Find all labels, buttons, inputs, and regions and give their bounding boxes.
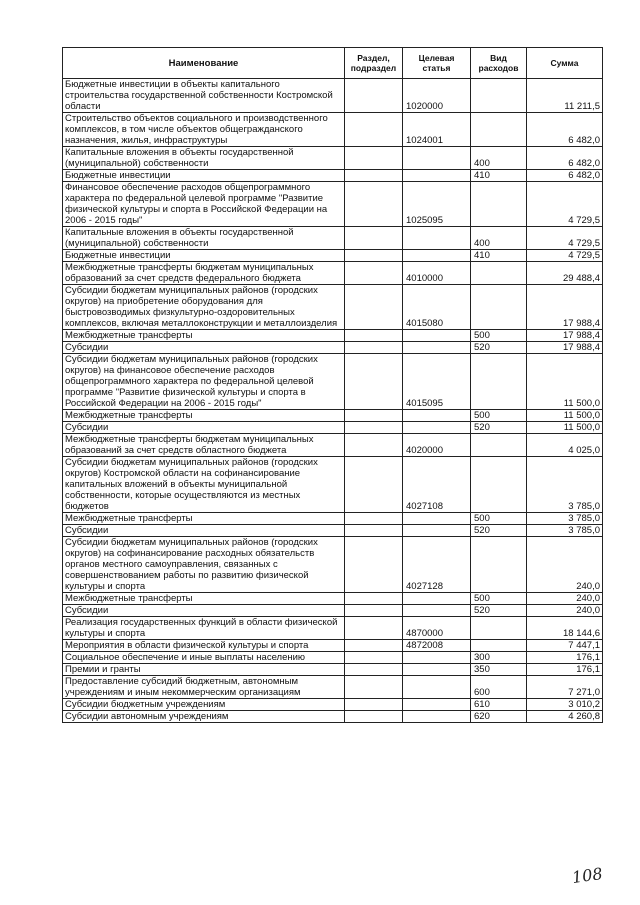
table-row	[63, 285, 603, 330]
cell-sum: 240,0	[527, 537, 603, 593]
cell-name: Субсидии бюджетам муниципальных районов (городских округов) на софинансирование расходных обязательств органов местного самоуправления, связанных с совершенствованием работы по развитию физической культуры и спорта	[63, 537, 345, 593]
cell-sec	[345, 457, 403, 513]
table-row	[63, 457, 603, 513]
cell-art	[403, 513, 471, 525]
cell-sec	[345, 711, 403, 723]
cell-sum: 11 500,0	[527, 410, 603, 422]
cell-sum: 3 010,2	[527, 699, 603, 711]
cell-sum: 7 447,1	[527, 640, 603, 652]
table-row	[63, 676, 603, 699]
cell-art	[403, 410, 471, 422]
cell-art	[403, 676, 471, 699]
cell-name: Межбюджетные трансферты	[63, 513, 345, 525]
table-row	[63, 354, 603, 410]
cell-sec	[345, 182, 403, 227]
table-row	[63, 593, 603, 605]
cell-name: Бюджетные инвестиции	[63, 250, 345, 262]
cell-sum: 17 988,4	[527, 285, 603, 330]
cell-vid: 500	[471, 330, 527, 342]
cell-sum: 6 482,0	[527, 170, 603, 182]
cell-sum: 3 785,0	[527, 525, 603, 537]
table-row	[63, 422, 603, 434]
cell-sec	[345, 537, 403, 593]
cell-sum: 4 025,0	[527, 434, 603, 457]
cell-art	[403, 342, 471, 354]
cell-sec	[345, 664, 403, 676]
cell-name: Межбюджетные трансферты	[63, 593, 345, 605]
cell-name: Бюджетные инвестиции	[63, 170, 345, 182]
cell-art	[403, 422, 471, 434]
cell-art: 4027108	[403, 457, 471, 513]
cell-name: Социальное обеспечение и иные выплаты населению	[63, 652, 345, 664]
cell-name: Субсидии бюджетам муниципальных районов (городских округов) Костромской области на софинансирование капитальных вложений в объекты муниципальной собственности, которые осуществляются из местных бюджетов	[63, 457, 345, 513]
table-row	[63, 79, 603, 113]
cell-sec	[345, 330, 403, 342]
cell-name: Межбюджетные трансферты бюджетам муниципальных образований за счет средств областного бюджета	[63, 434, 345, 457]
table-row	[63, 699, 603, 711]
header-article: Целевая статья	[403, 48, 471, 79]
cell-art	[403, 147, 471, 170]
cell-art: 4870000	[403, 617, 471, 640]
cell-sec	[345, 605, 403, 617]
page-number: 108	[570, 863, 604, 888]
cell-vid: 600	[471, 676, 527, 699]
cell-art: 1025095	[403, 182, 471, 227]
cell-name: Субсидии бюджетным учреждениям	[63, 699, 345, 711]
table-row	[63, 711, 603, 723]
cell-sum: 11 500,0	[527, 422, 603, 434]
cell-art	[403, 227, 471, 250]
cell-vid	[471, 113, 527, 147]
cell-name: Мероприятия в области физической культуры и спорта	[63, 640, 345, 652]
cell-vid: 610	[471, 699, 527, 711]
cell-sum: 4 729,5	[527, 227, 603, 250]
cell-sec	[345, 699, 403, 711]
cell-art: 1024001	[403, 113, 471, 147]
cell-art	[403, 170, 471, 182]
table-row	[63, 113, 603, 147]
cell-sum: 17 988,4	[527, 342, 603, 354]
cell-vid: 520	[471, 525, 527, 537]
cell-name: Капитальные вложения в объекты государственной (муниципальной) собственности	[63, 227, 345, 250]
cell-art: 4872008	[403, 640, 471, 652]
cell-sec	[345, 640, 403, 652]
table-row	[63, 605, 603, 617]
cell-art	[403, 525, 471, 537]
cell-vid	[471, 262, 527, 285]
cell-vid: 350	[471, 664, 527, 676]
cell-vid	[471, 640, 527, 652]
cell-vid: 620	[471, 711, 527, 723]
cell-sec	[345, 513, 403, 525]
cell-sum: 29 488,4	[527, 262, 603, 285]
cell-sec	[345, 342, 403, 354]
cell-art: 4015080	[403, 285, 471, 330]
table-row	[63, 262, 603, 285]
cell-art: 4027128	[403, 537, 471, 593]
cell-name: Межбюджетные трансферты бюджетам муниципальных образований за счет средств федерального бюджета	[63, 262, 345, 285]
cell-sec	[345, 79, 403, 113]
cell-name: Реализация государственных функций в области физической культуры и спорта	[63, 617, 345, 640]
cell-vid: 400	[471, 227, 527, 250]
cell-sec	[345, 652, 403, 664]
cell-sec	[345, 525, 403, 537]
cell-vid	[471, 79, 527, 113]
table-row	[63, 640, 603, 652]
cell-art: 1020000	[403, 79, 471, 113]
table-row	[63, 170, 603, 182]
cell-vid	[471, 617, 527, 640]
cell-sec	[345, 113, 403, 147]
cell-vid: 500	[471, 513, 527, 525]
cell-sec	[345, 617, 403, 640]
cell-sec	[345, 250, 403, 262]
table-row	[63, 617, 603, 640]
cell-name: Субсидии автономным учреждениям	[63, 711, 345, 723]
cell-name: Строительство объектов социального и производственного комплексов, в том числе объектов общегражданского назначения, жилья, инфраструктуры	[63, 113, 345, 147]
cell-sum: 11 211,5	[527, 79, 603, 113]
cell-sec	[345, 354, 403, 410]
table-row	[63, 664, 603, 676]
cell-sec	[345, 285, 403, 330]
cell-vid: 410	[471, 170, 527, 182]
cell-name: Субсидии бюджетам муниципальных районов (городских округов) на финансовое обеспечение расходов общепрограммного характера по федеральной целевой программе "Развитие физической культуры и спорта в Российской Федерации на 2006 - 2015 годы"	[63, 354, 345, 410]
table-body	[63, 79, 603, 723]
cell-name: Финансовое обеспечение расходов общепрограммного характера по федеральной целевой программе "Развитие физической культуры и спорта в Российской Федерации на 2006 - 2015 годы"	[63, 182, 345, 227]
cell-art	[403, 711, 471, 723]
cell-vid: 500	[471, 593, 527, 605]
cell-sum: 3 785,0	[527, 513, 603, 525]
cell-sum: 17 988,4	[527, 330, 603, 342]
cell-vid: 300	[471, 652, 527, 664]
cell-name: Бюджетные инвестиции в объекты капитального строительства государственной собственности Костромской области	[63, 79, 345, 113]
cell-vid	[471, 457, 527, 513]
table-row	[63, 537, 603, 593]
cell-vid	[471, 285, 527, 330]
cell-sec	[345, 434, 403, 457]
cell-vid: 400	[471, 147, 527, 170]
cell-sec	[345, 262, 403, 285]
cell-vid: 520	[471, 422, 527, 434]
cell-sum: 6 482,0	[527, 113, 603, 147]
cell-vid: 520	[471, 342, 527, 354]
table-row	[63, 227, 603, 250]
table-row	[63, 513, 603, 525]
table-row	[63, 182, 603, 227]
cell-sum: 4 729,5	[527, 250, 603, 262]
cell-name: Субсидии	[63, 422, 345, 434]
cell-sum: 176,1	[527, 652, 603, 664]
cell-name: Субсидии	[63, 605, 345, 617]
cell-sum: 240,0	[527, 593, 603, 605]
cell-sum: 3 785,0	[527, 457, 603, 513]
cell-sum: 18 144,6	[527, 617, 603, 640]
cell-sec	[345, 593, 403, 605]
cell-vid	[471, 434, 527, 457]
cell-name: Капитальные вложения в объекты государственной (муниципальной) собственности	[63, 147, 345, 170]
table-row	[63, 250, 603, 262]
table-row	[63, 147, 603, 170]
header-name: Наименование	[63, 48, 345, 79]
cell-vid: 410	[471, 250, 527, 262]
cell-name: Субсидии	[63, 525, 345, 537]
cell-vid	[471, 182, 527, 227]
header-sum: Сумма	[527, 48, 603, 79]
cell-sum: 4 729,5	[527, 182, 603, 227]
cell-art	[403, 652, 471, 664]
cell-sum: 240,0	[527, 605, 603, 617]
table-row	[63, 434, 603, 457]
cell-art	[403, 605, 471, 617]
cell-art	[403, 593, 471, 605]
header-section: Раздел, подраздел	[345, 48, 403, 79]
cell-sec	[345, 410, 403, 422]
cell-sum: 6 482,0	[527, 147, 603, 170]
cell-sec	[345, 676, 403, 699]
cell-vid	[471, 537, 527, 593]
table-row	[63, 410, 603, 422]
cell-sec	[345, 170, 403, 182]
cell-art	[403, 250, 471, 262]
cell-art: 4020000	[403, 434, 471, 457]
cell-name: Предоставление субсидий бюджетным, автономным учреждениям и иным некоммерческим организациям	[63, 676, 345, 699]
cell-sec	[345, 147, 403, 170]
cell-sum: 11 500,0	[527, 354, 603, 410]
table-row	[63, 330, 603, 342]
header-type: Вид расходов	[471, 48, 527, 79]
budget-table	[62, 47, 603, 723]
cell-sec	[345, 422, 403, 434]
cell-vid	[471, 354, 527, 410]
header-row	[63, 48, 603, 79]
cell-art	[403, 330, 471, 342]
cell-sum: 4 260,8	[527, 711, 603, 723]
cell-name: Субсидии	[63, 342, 345, 354]
budget-sheet	[62, 47, 602, 723]
cell-art	[403, 664, 471, 676]
cell-art: 4010000	[403, 262, 471, 285]
table-row	[63, 652, 603, 664]
cell-art	[403, 699, 471, 711]
cell-vid: 520	[471, 605, 527, 617]
cell-sum: 7 271,0	[527, 676, 603, 699]
cell-name: Межбюджетные трансферты	[63, 410, 345, 422]
cell-name: Межбюджетные трансферты	[63, 330, 345, 342]
cell-art: 4015095	[403, 354, 471, 410]
cell-sum: 176,1	[527, 664, 603, 676]
cell-sec	[345, 227, 403, 250]
cell-vid: 500	[471, 410, 527, 422]
table-row	[63, 525, 603, 537]
table-row	[63, 342, 603, 354]
cell-name: Субсидии бюджетам муниципальных районов (городских округов) на приобретение оборудования для быстровозводимых физкультурно-оздоровительных комплексов, включая металлоконструкции и металлоизделия	[63, 285, 345, 330]
cell-name: Премии и гранты	[63, 664, 345, 676]
